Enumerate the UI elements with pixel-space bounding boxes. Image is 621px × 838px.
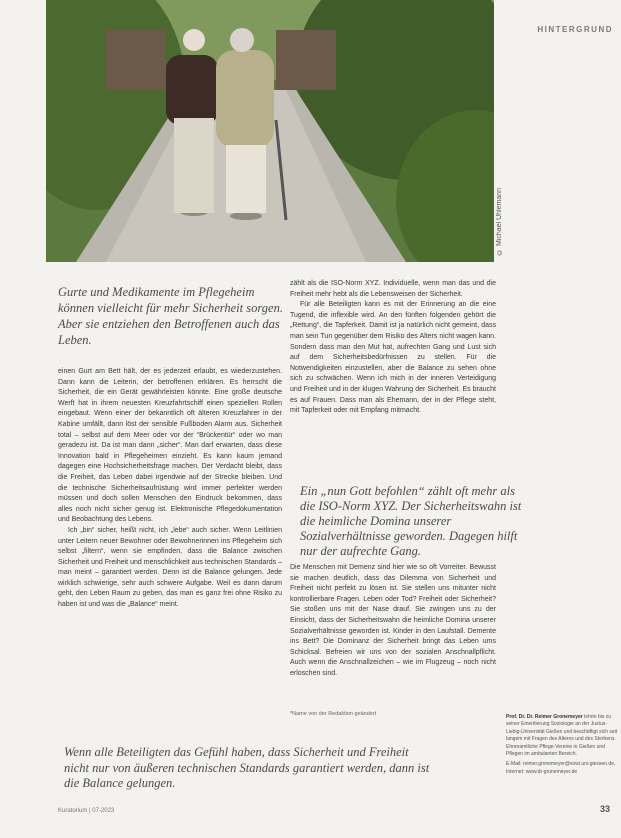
- photo-elderly-couple-walking-icon: [46, 0, 494, 262]
- lead-text: [58, 284, 284, 348]
- left-paragraph-2: Ich „bin“ sicher, heißt nicht, ich „lebe“ auch sicher. Wenn Leitlinien unter Leitern neuer Bewohner oder Bewohnerinnen ins Pflegeheim sich selbst „filtern“, wenn sie empfinden, dass die Balance zwischen Sicherheit und Freiheit und menschlichkeit aus technischen Standards – man meint – garantiert werden. Denn ist die Balance gelungen. Jede wirklich schwierige, sehr auch schwere Aufgabe. Weil es dann darum geht, den Leben Raum zu geben, das man es ganz frei ohne Risiko zu haben ist und was die „Balance“ meint.: [58, 526, 282, 609]
- author-contact: E-Mail: reimer.gronemeyer@sowi.uni-giessen.de, Internet: www.dr-gronemeyer.de: [506, 761, 616, 775]
- pull-quote-2: [64, 745, 434, 792]
- page-number: 33: [599, 804, 610, 814]
- right-top-paragraph-2: Für alle Beteiligten kann es mit der Erinnerung an die eine Tugend, die inflexible wird. An den fünften folgenden gehört die „Rettung“, die Tapferkeit. Damit ist ja natürlich nicht gemeint, dass man sein Tun gegenüber dem Risiko des Alters nicht wagen kann. Sondern dass man den Mut hat, aufrechten Gang und Lust sich auf dem Sicherheitsbedürfnissen zu stellen. Für die Notwendigkeiten einzustellen, aber die Balance zu sehen ohne sich zu schwächen. Wenn ich mich in der inneren Verteidigung und Freiheit und in der klugen Wahrung der Sicherheit. Es braucht es auf Frauen. Dass man als Ehemann, der in der Pflege steht, mit Tapferkeit oder mit Empfang mitmacht.: [290, 301, 496, 415]
- author-bio: [506, 714, 621, 779]
- footnote: *Name von der Redaktion geändert: [290, 711, 377, 717]
- right-top-paragraph-1: zählt als die ISO-Norm XYZ. Individuelle, wenn man das und die Freiheit mehr hebt als die Lebensweisen der Sicherheit.: [290, 280, 496, 298]
- issue-footer: Kuratorium | 07-2023: [58, 808, 115, 814]
- right-column-bottom: [290, 563, 496, 680]
- author-bio-text: lehrte bis zu seiner Emeritierung Soziologie an der Justus-Liebig-Universität Gießen und beschäftigt sich seit langem mit Fragen des Alterns und des Sterbens. Ehrenamtliche Pflege-Vereine in Gießen und Pflegen im ambulanten Bereich.: [506, 714, 618, 758]
- right-column-top: [290, 279, 496, 417]
- pull-quote-2-text: Wenn alle Beteiligten das Gefühl haben, dass Sicherheit und Freiheit nicht nur von äußeren technischen Standards garantiert werden, dann ist die Balance gelungen.: [64, 745, 430, 790]
- pull-quote-1-text: Ein „nun Gott befohlen“ zählt oft mehr als die ISO-Norm XYZ. Der Sicherheitswahn ist die heimliche Domina unserer Sozialverhältnisse geworden. Dagegen hilft nur der aufrechte Gang.: [300, 484, 522, 558]
- left-column: [58, 367, 282, 611]
- article-photo: [46, 0, 494, 262]
- right-bottom-paragraph-1: Die Menschen mit Demenz sind hier wie so oft Vorreiter. Bewusst sie machen deutlich, dass das Dilemma von Sicherheit und Freiheit nicht perfekt zu lösen ist. Sie stellen uns mitunter nicht kontrollierbare Fragen. Leben oder Tod? Freiheit oder Sicherheit? Sie stoßen uns mit der Nase drauf. Sie zwingen uns zu der Einsicht, dass der Sicherheitswahn die heimliche Domina unserer Sozialverhältnisse geworden ist. Kinder in den Laufstall. Demente ins Bett? Die Dominanz der Sicherheit bringt das Leben ums Schicksal. Befreien wir uns von der sozialen Anschnallpflicht. Auch wenn die Anschnallzeichen – wie im Flugzeug – noch nicht erloschen sind.: [290, 564, 496, 677]
- left-paragraph-1: einen Gurt am Bett hält, der es jederzeit erlaubt, es wiederzustehen. Dann kann die Leiterin, der betroffenen erklären. Es herrscht die Sicherheit, die ein Gerät gewährleisten könnte. Eine große deutsche Werft hat in ihrem neuesten Kreuzfahrtschiff einen speziellen Rollen eingebaut. Wenn einer der bekanntlich oft älteren Kreuzfahrer in der Kabine umfällt, dann löst der sensible Fußboden Alarm aus. Sicherheit total – selbst auf dem Meer oder vor der “Brückentür“ oder wo man geradezu ist. Da ist man dann „sicher“. Man darf erwarten, dass diese Innovation bald in Pflegeheimen einzieht. Es kann kaum jemand dagegen eine Hochsicherheitsfrage machen. Der Verdacht bleibt, dass die Freiheit, das Leben dabei irgendwie auf der Strecke bleiben. Und die technische Sicherheitsaufrüstung wird immer perfekter werden müssen und doch sollen Menschen den Eindruck bekommen, dass alles noch nicht sicher genug ist. Elektronische Pflegedokumentation und Beobachtung des Lebens.: [58, 368, 282, 524]
- pull-quote-1: [300, 484, 526, 559]
- photo-credit: © Michael Uhlemann: [496, 188, 503, 255]
- lead-paragraph: Gurte und Medikamente im Pflegeheim können vielleicht für mehr Sicherheit sorgen. Aber sie entziehen den Betroffenen auch das Leben.: [58, 285, 283, 347]
- author-name: Prof. Dr. Dr. Reimer Gronemeyer: [506, 714, 583, 720]
- section-tag: HINTERGRUND: [537, 25, 613, 34]
